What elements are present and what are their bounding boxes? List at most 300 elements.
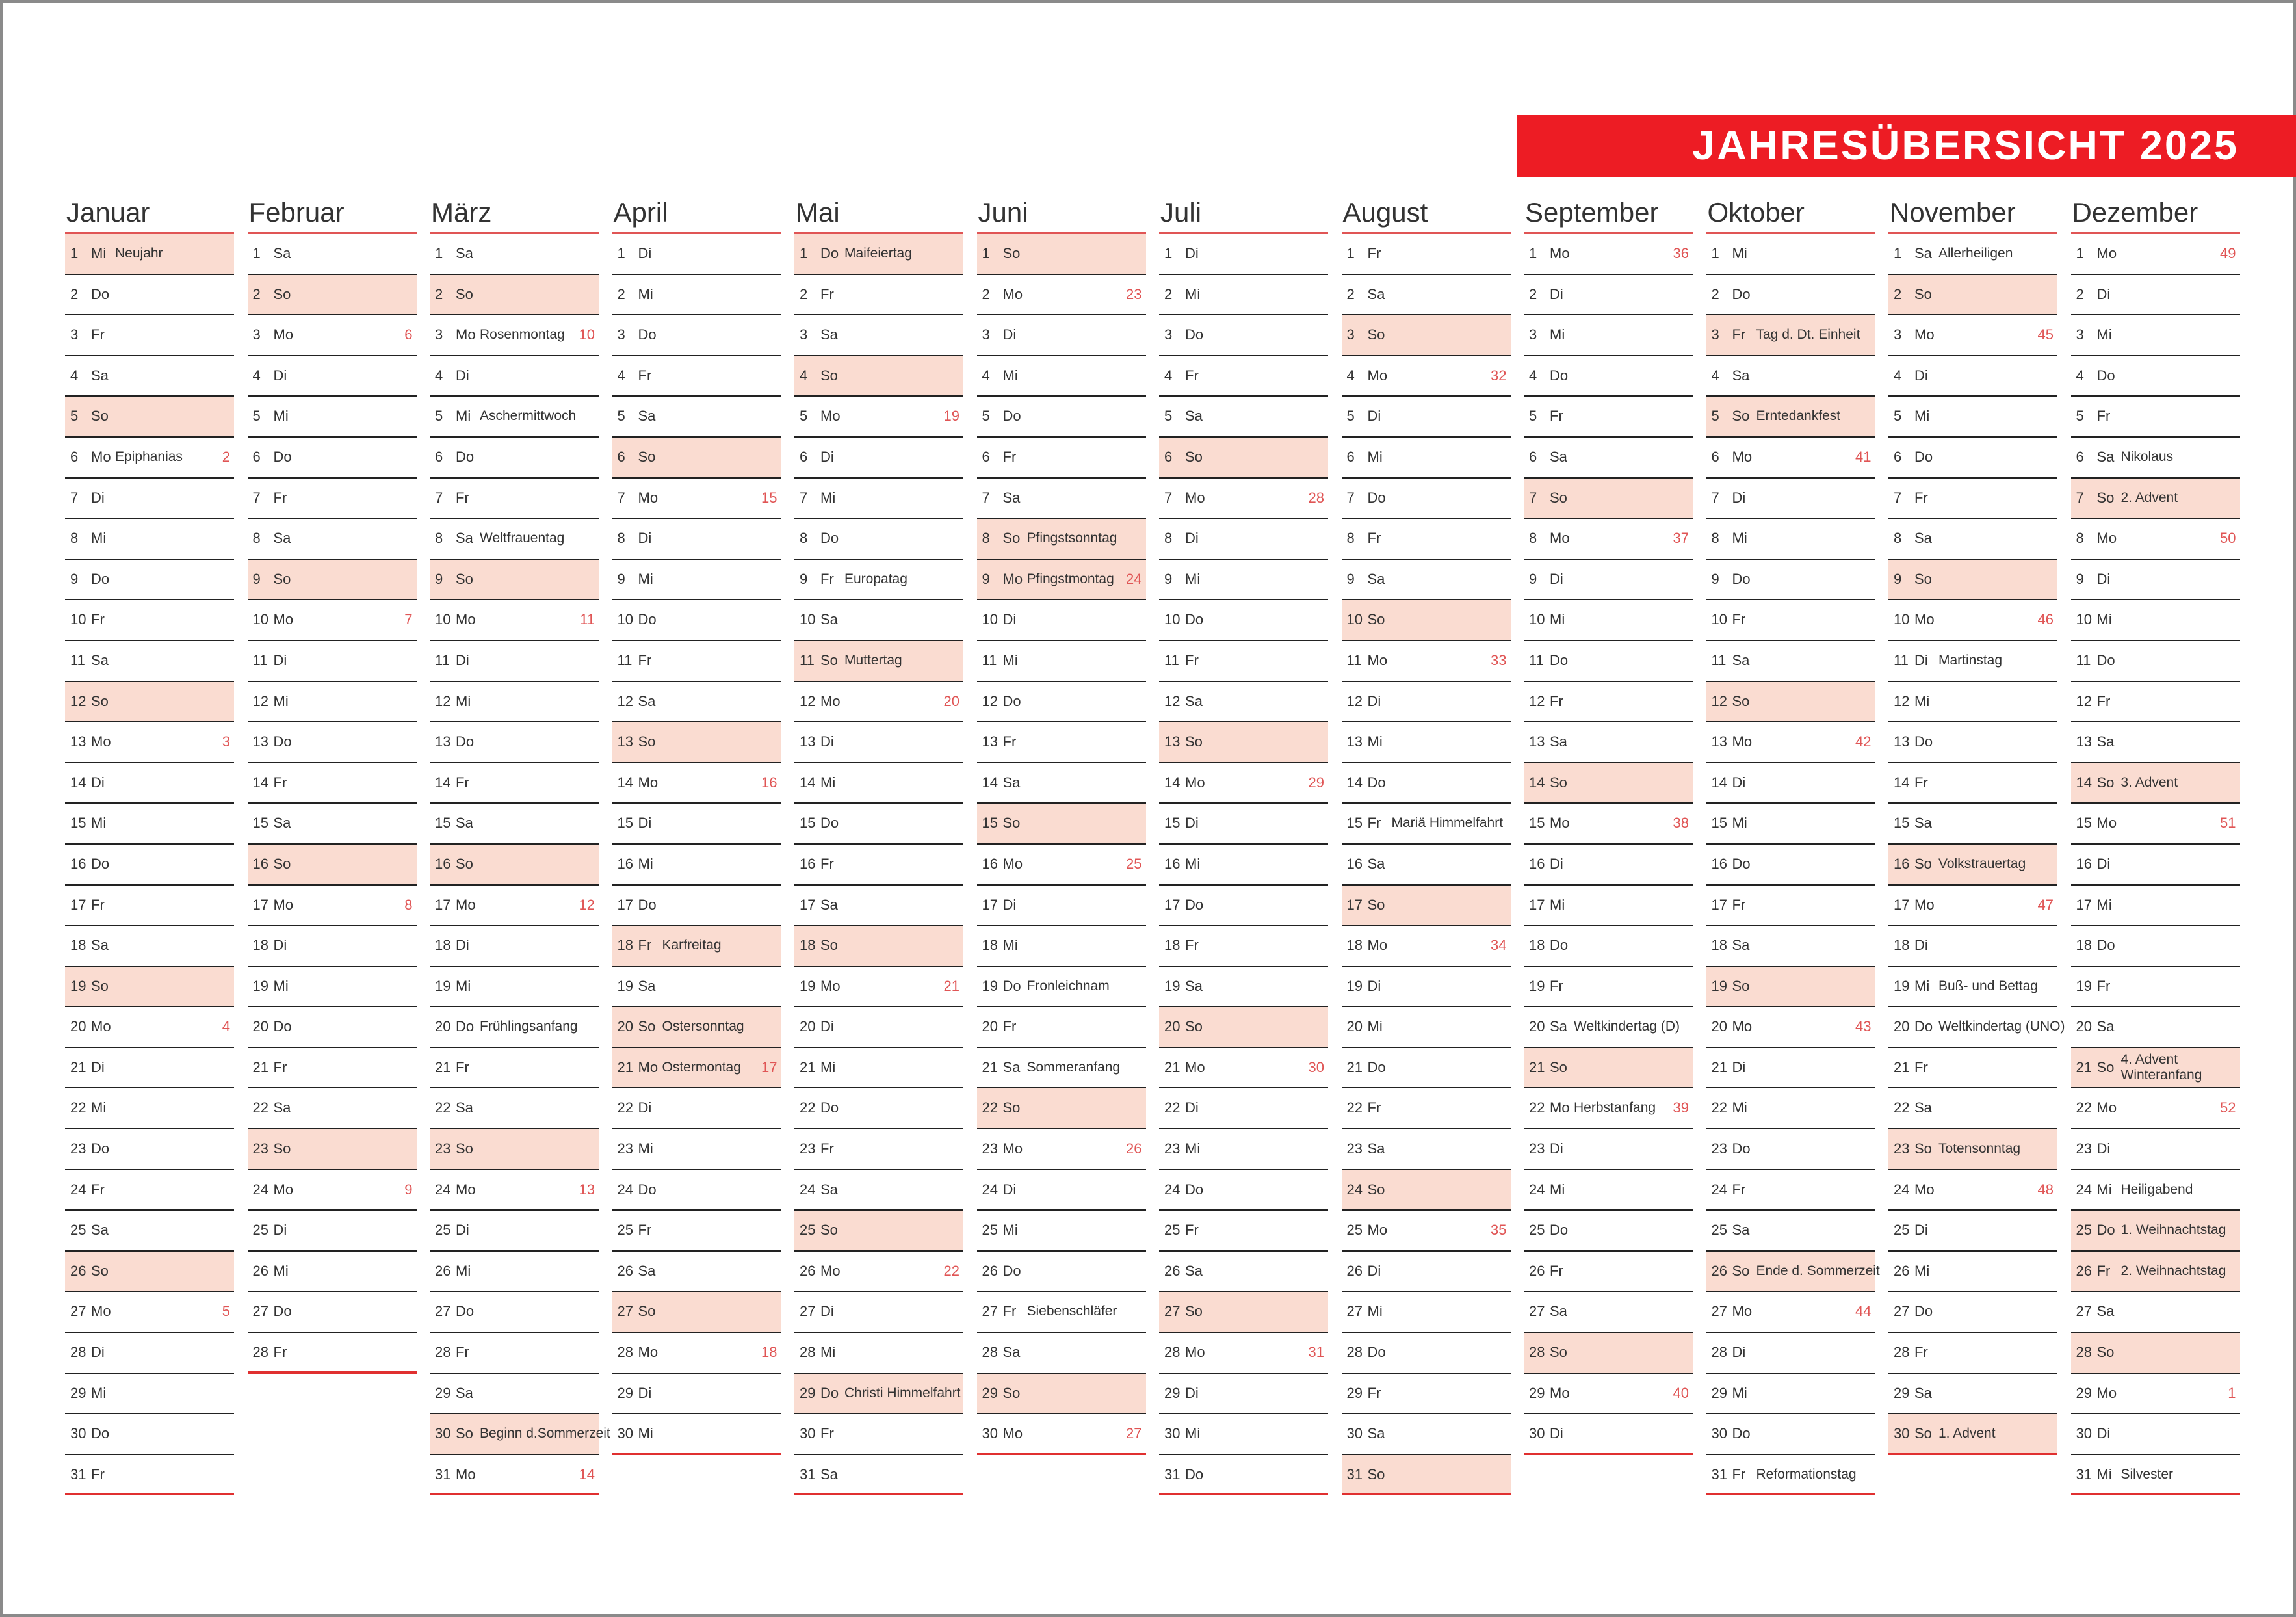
day-row (612, 1292, 781, 1333)
weekday: So (1732, 977, 1750, 994)
day-number: 18 (1346, 937, 1363, 954)
week-number: 38 (1673, 815, 1689, 832)
holiday-label: Weltkindertag (UNO) (1938, 1019, 2065, 1034)
day-row (794, 600, 963, 641)
day-row (65, 519, 234, 560)
day-row (1888, 1292, 2057, 1333)
weekday: Di (1185, 245, 1199, 261)
weekday: Di (1732, 489, 1746, 506)
day-row (1159, 1374, 1328, 1415)
day-number: 2 (1529, 285, 1537, 302)
weekday: Mo (820, 977, 841, 994)
day-number: 9 (252, 570, 261, 587)
day-row (248, 1088, 417, 1129)
day-number: 8 (70, 530, 79, 547)
day-number: 25 (617, 1222, 633, 1239)
weekday: So (1914, 1140, 1932, 1157)
day-row (248, 1170, 417, 1211)
day-row (65, 356, 234, 397)
weekday: Mo (273, 1181, 294, 1198)
month-name: März (430, 191, 599, 234)
day-row (1342, 926, 1511, 967)
weekday: Mo (1002, 570, 1023, 587)
weekday: Mo (1002, 1425, 1023, 1442)
weekday: Sa (1367, 1425, 1385, 1442)
weekday: Do (91, 1140, 110, 1157)
weekday: Fr (1550, 692, 1563, 709)
weekday: Do (1185, 896, 1204, 913)
day-row (1706, 804, 1875, 845)
day-number: 4 (435, 367, 443, 384)
day-number: 22 (1711, 1099, 1727, 1116)
weekday: Mi (820, 1058, 836, 1075)
day-number: 6 (982, 448, 990, 465)
day-number: 30 (982, 1425, 998, 1442)
day-number: 22 (2076, 1099, 2092, 1116)
day-row (612, 886, 781, 927)
day-number: 7 (435, 489, 443, 506)
day-row (430, 1414, 610, 1455)
day-row (1524, 479, 1693, 519)
weekday: Fr (1185, 651, 1199, 668)
day-row (1342, 397, 1511, 438)
weekday: So (1367, 611, 1385, 628)
day-number: 22 (70, 1099, 86, 1116)
day-number: 25 (1711, 1222, 1727, 1239)
weekday: Do (273, 448, 292, 465)
weekday: Mo (1914, 896, 1935, 913)
day-number: 4 (1164, 367, 1173, 384)
day-number: 13 (252, 733, 268, 750)
day-row (794, 275, 963, 316)
day-number: 25 (252, 1222, 268, 1239)
day-row (794, 397, 963, 438)
month-column (612, 191, 781, 1455)
day-row (1888, 763, 2057, 804)
month-column (2071, 191, 2240, 1495)
day-row (794, 315, 963, 356)
day-row (1888, 479, 2057, 519)
weekday: Fr (2096, 977, 2111, 994)
day-row (2071, 397, 2240, 438)
day-number: 19 (435, 977, 451, 994)
weekday: So (1002, 245, 1021, 261)
day-row (1888, 356, 2057, 397)
day-row (1159, 1252, 1328, 1293)
day-row (1159, 560, 1328, 601)
day-number: 7 (70, 489, 79, 506)
day-number: 31 (1711, 1466, 1727, 1482)
day-row (794, 1007, 963, 1048)
day-row (977, 967, 1146, 1008)
day-number: 30 (2076, 1425, 2092, 1442)
day-list (248, 234, 417, 1374)
day-row (1342, 1414, 1511, 1455)
day-row (1524, 1170, 1693, 1211)
day-number: 2 (1164, 285, 1173, 302)
day-row (1706, 967, 1875, 1008)
day-number: 5 (252, 408, 261, 425)
day-row (1159, 845, 1328, 886)
weekday: So (2096, 489, 2115, 506)
day-row (794, 356, 963, 397)
day-row (430, 1170, 599, 1211)
day-row (612, 1048, 781, 1089)
day-row (1524, 1007, 1693, 1048)
day-row (2071, 1129, 2240, 1170)
weekday: Sa (1367, 285, 1385, 302)
weekday: Fr (820, 285, 834, 302)
holiday-label: Beginn d.Sommerzeit (480, 1426, 610, 1441)
day-number: 24 (1164, 1181, 1181, 1198)
weekday: Do (1550, 937, 1569, 954)
day-row (430, 804, 599, 845)
day-row (1524, 1414, 1693, 1455)
day-number: 28 (1164, 1344, 1181, 1361)
day-row (1706, 641, 1875, 682)
holiday-label: Weltkindertag (D) (1574, 1019, 1680, 1034)
month-name: Dezember (2071, 191, 2240, 234)
day-number: 3 (1894, 326, 1902, 343)
weekday: So (1914, 855, 1932, 872)
day-row (1706, 1414, 1875, 1455)
day-number: 23 (617, 1140, 633, 1157)
day-number: 10 (1529, 611, 1545, 628)
weekday: Mi (273, 692, 289, 709)
day-number: 5 (1711, 408, 1719, 425)
day-row (2071, 845, 2240, 886)
day-row (1888, 967, 2057, 1008)
day-number: 1 (70, 245, 79, 261)
day-number: 2 (1711, 285, 1719, 302)
weekday: Di (1002, 896, 1017, 913)
day-number: 18 (70, 937, 86, 954)
day-number: 7 (1164, 489, 1173, 506)
weekday: Di (1002, 611, 1017, 628)
day-row (1342, 1048, 1511, 1089)
day-number: 11 (70, 651, 85, 668)
day-number: 11 (800, 651, 815, 668)
weekday: Do (1550, 1222, 1569, 1239)
weekday: Fr (1914, 1344, 1928, 1361)
day-row (65, 1252, 234, 1293)
day-row (248, 234, 417, 275)
day-row (1706, 560, 1875, 601)
day-row (1342, 600, 1511, 641)
day-row (794, 967, 963, 1008)
day-row (612, 967, 781, 1008)
weekday: Di (1185, 815, 1199, 832)
day-number: 5 (70, 408, 79, 425)
holiday-label: Sommeranfang (1026, 1059, 1121, 1075)
weekday: So (456, 285, 473, 302)
weekday: Mi (638, 285, 653, 302)
weekday: Mi (1914, 1262, 1930, 1279)
week-number: 42 (1855, 733, 1872, 750)
day-number: 20 (2076, 1018, 2092, 1035)
day-number: 28 (617, 1344, 633, 1361)
day-row (612, 722, 781, 763)
day-number: 10 (2076, 611, 2092, 628)
day-number: 17 (1711, 896, 1727, 913)
day-number: 12 (252, 692, 268, 709)
day-number: 17 (617, 896, 633, 913)
week-number: 11 (580, 611, 595, 628)
weekday: Di (1185, 1099, 1199, 1116)
day-row (1342, 1129, 1511, 1170)
day-number: 3 (70, 326, 79, 343)
day-row (1159, 804, 1328, 845)
weekday: Di (638, 245, 652, 261)
day-number: 4 (1894, 367, 1902, 384)
weekday: Fr (820, 855, 834, 872)
day-number: 1 (617, 245, 625, 261)
weekday: Fr (91, 896, 105, 913)
day-number: 20 (70, 1018, 86, 1035)
month-name: Mai (794, 191, 963, 234)
weekday: Fr (1550, 408, 1563, 425)
day-row (1706, 1048, 1875, 1089)
day-number: 29 (1711, 1384, 1727, 1401)
day-row (1159, 356, 1328, 397)
day-row (2071, 722, 2240, 763)
day-row (612, 926, 781, 967)
weekday: Mi (1185, 285, 1201, 302)
weekday: Mi (1367, 448, 1383, 465)
day-row (248, 967, 417, 1008)
weekday: Do (1367, 489, 1386, 506)
day-row (977, 722, 1146, 763)
day-number: 17 (800, 896, 816, 913)
weekday: Mo (1550, 1384, 1570, 1401)
day-number: 27 (1711, 1303, 1727, 1320)
day-row (977, 682, 1146, 723)
day-number: 29 (70, 1384, 86, 1401)
day-row (1342, 1007, 1511, 1048)
weekday: Di (638, 1384, 652, 1401)
day-row (977, 1374, 1146, 1415)
weekday: Mo (1550, 1099, 1570, 1116)
week-number: 2 (222, 448, 230, 465)
day-row (65, 1374, 234, 1415)
day-row (794, 1048, 963, 1089)
day-row (2071, 682, 2240, 723)
day-row (65, 722, 234, 763)
day-row (65, 804, 234, 845)
day-number: 3 (1711, 326, 1719, 343)
day-number: 1 (800, 245, 808, 261)
day-number: 16 (2076, 855, 2092, 872)
day-number: 11 (1529, 651, 1544, 668)
day-row (2071, 315, 2240, 356)
day-number: 25 (70, 1222, 86, 1239)
weekday: Do (273, 1303, 292, 1320)
day-number: 21 (800, 1058, 816, 1075)
day-row (1524, 397, 1693, 438)
day-number: 28 (1894, 1344, 1910, 1361)
day-row (977, 845, 1146, 886)
day-number: 8 (1346, 530, 1355, 547)
day-number: 8 (1164, 530, 1173, 547)
day-number: 24 (1529, 1181, 1545, 1198)
day-row (612, 275, 781, 316)
week-number: 8 (404, 896, 413, 913)
weekday: Mi (1185, 1425, 1201, 1442)
day-number: 11 (435, 651, 450, 668)
day-number: 13 (617, 733, 633, 750)
day-row (1706, 356, 1875, 397)
week-number: 7 (404, 611, 413, 628)
day-number: 7 (617, 489, 625, 506)
weekday: Di (273, 367, 287, 384)
day-row (612, 438, 781, 479)
weekday: Mi (1367, 733, 1383, 750)
day-number: 4 (2076, 367, 2084, 384)
weekday: Mi (2096, 326, 2112, 343)
week-number: 6 (404, 326, 413, 343)
day-row (430, 397, 599, 438)
weekday: Di (2096, 855, 2111, 872)
weekday: Mo (1732, 1018, 1753, 1035)
day-number: 9 (2076, 570, 2084, 587)
day-row (1888, 1333, 2057, 1374)
weekday: Di (273, 1222, 287, 1239)
weekday: Mo (273, 611, 294, 628)
day-row (65, 641, 234, 682)
day-number: 18 (435, 937, 451, 954)
day-number: 26 (617, 1262, 633, 1279)
weekday: Mi (1185, 570, 1201, 587)
weekday: So (1367, 896, 1385, 913)
day-row (612, 1211, 781, 1252)
day-row (1159, 682, 1328, 723)
weekday: So (273, 855, 291, 872)
weekday: Do (638, 896, 657, 913)
day-number: 8 (800, 530, 808, 547)
day-row (248, 275, 417, 316)
weekday: Do (2096, 651, 2115, 668)
day-list (794, 234, 963, 1495)
day-number: 7 (2076, 489, 2084, 506)
day-row (430, 1129, 599, 1170)
weekday: Mi (1550, 611, 1565, 628)
weekday: Fr (456, 1344, 469, 1361)
day-row (612, 1007, 781, 1048)
day-row (2071, 804, 2240, 845)
day-row (612, 1252, 781, 1293)
day-number: 13 (435, 733, 451, 750)
weekday: Do (91, 285, 110, 302)
weekday: Fr (820, 1140, 834, 1157)
weekday: So (456, 570, 473, 587)
weekday: So (1550, 489, 1567, 506)
day-row (2071, 234, 2240, 275)
day-row (1159, 1170, 1328, 1211)
weekday: Do (1367, 1344, 1386, 1361)
weekday: Mi (1550, 326, 1565, 343)
week-number: 16 (761, 774, 777, 791)
day-number: 18 (617, 937, 633, 954)
day-row (248, 1007, 417, 1048)
weekday: Sa (91, 1222, 109, 1239)
holiday-label: Ostermontag (662, 1059, 741, 1075)
day-number: 15 (982, 815, 998, 832)
weekday: Mi (1914, 692, 1930, 709)
weekday: Sa (456, 530, 473, 547)
weekday: Di (1914, 937, 1928, 954)
month-column (1342, 191, 1511, 1495)
day-list (612, 234, 781, 1455)
week-number: 39 (1673, 1099, 1689, 1116)
weekday: Do (273, 733, 292, 750)
weekday: Do (1550, 651, 1569, 668)
day-number: 25 (2076, 1222, 2092, 1239)
weekday: So (1367, 1181, 1385, 1198)
day-row (1342, 275, 1511, 316)
day-number: 25 (435, 1222, 451, 1239)
day-row (248, 926, 417, 967)
day-row (65, 1455, 234, 1496)
day-number: 17 (70, 896, 86, 913)
day-number: 28 (1711, 1344, 1727, 1361)
day-row (1888, 1129, 2057, 1170)
weekday: Mo (638, 489, 659, 506)
day-number: 13 (2076, 733, 2092, 750)
weekday: Di (1732, 1058, 1746, 1075)
day-number: 29 (1164, 1384, 1181, 1401)
day-row (1888, 804, 2057, 845)
week-number: 51 (2220, 815, 2236, 832)
day-number: 25 (800, 1222, 816, 1239)
day-number: 13 (982, 733, 998, 750)
day-row (1706, 1007, 1875, 1048)
day-row (1706, 600, 1875, 641)
day-row (794, 804, 963, 845)
day-number: 11 (982, 651, 997, 668)
weekday: Sa (1367, 570, 1385, 587)
weekday: Sa (273, 1099, 291, 1116)
holiday-label: Nikolaus (2120, 449, 2174, 464)
week-number: 17 (761, 1058, 777, 1075)
day-number: 27 (982, 1303, 998, 1320)
weekday: Fr (1732, 611, 1746, 628)
day-row (248, 356, 417, 397)
day-number: 17 (1164, 896, 1181, 913)
weekday: So (1185, 1303, 1203, 1320)
weekday: So (1914, 1425, 1932, 1442)
weekday: Di (91, 489, 105, 506)
day-row (65, 479, 234, 519)
day-row (430, 682, 599, 723)
weekday: Fr (1914, 1058, 1928, 1075)
day-row (794, 845, 963, 886)
day-row (430, 438, 599, 479)
weekday: Di (1550, 285, 1563, 302)
day-row (1706, 397, 1875, 438)
day-number: 9 (1894, 570, 1902, 587)
weekday: Fr (1185, 1222, 1199, 1239)
day-number: 1 (1164, 245, 1173, 261)
day-row (977, 1007, 1146, 1048)
weekday: So (1732, 1262, 1750, 1279)
day-row (1888, 926, 2057, 967)
day-number: 12 (70, 692, 86, 709)
weekday: Mi (638, 1425, 653, 1442)
day-number: 30 (70, 1425, 86, 1442)
weekday: Di (456, 367, 469, 384)
day-number: 2 (982, 285, 990, 302)
weekday: Do (1185, 611, 1204, 628)
